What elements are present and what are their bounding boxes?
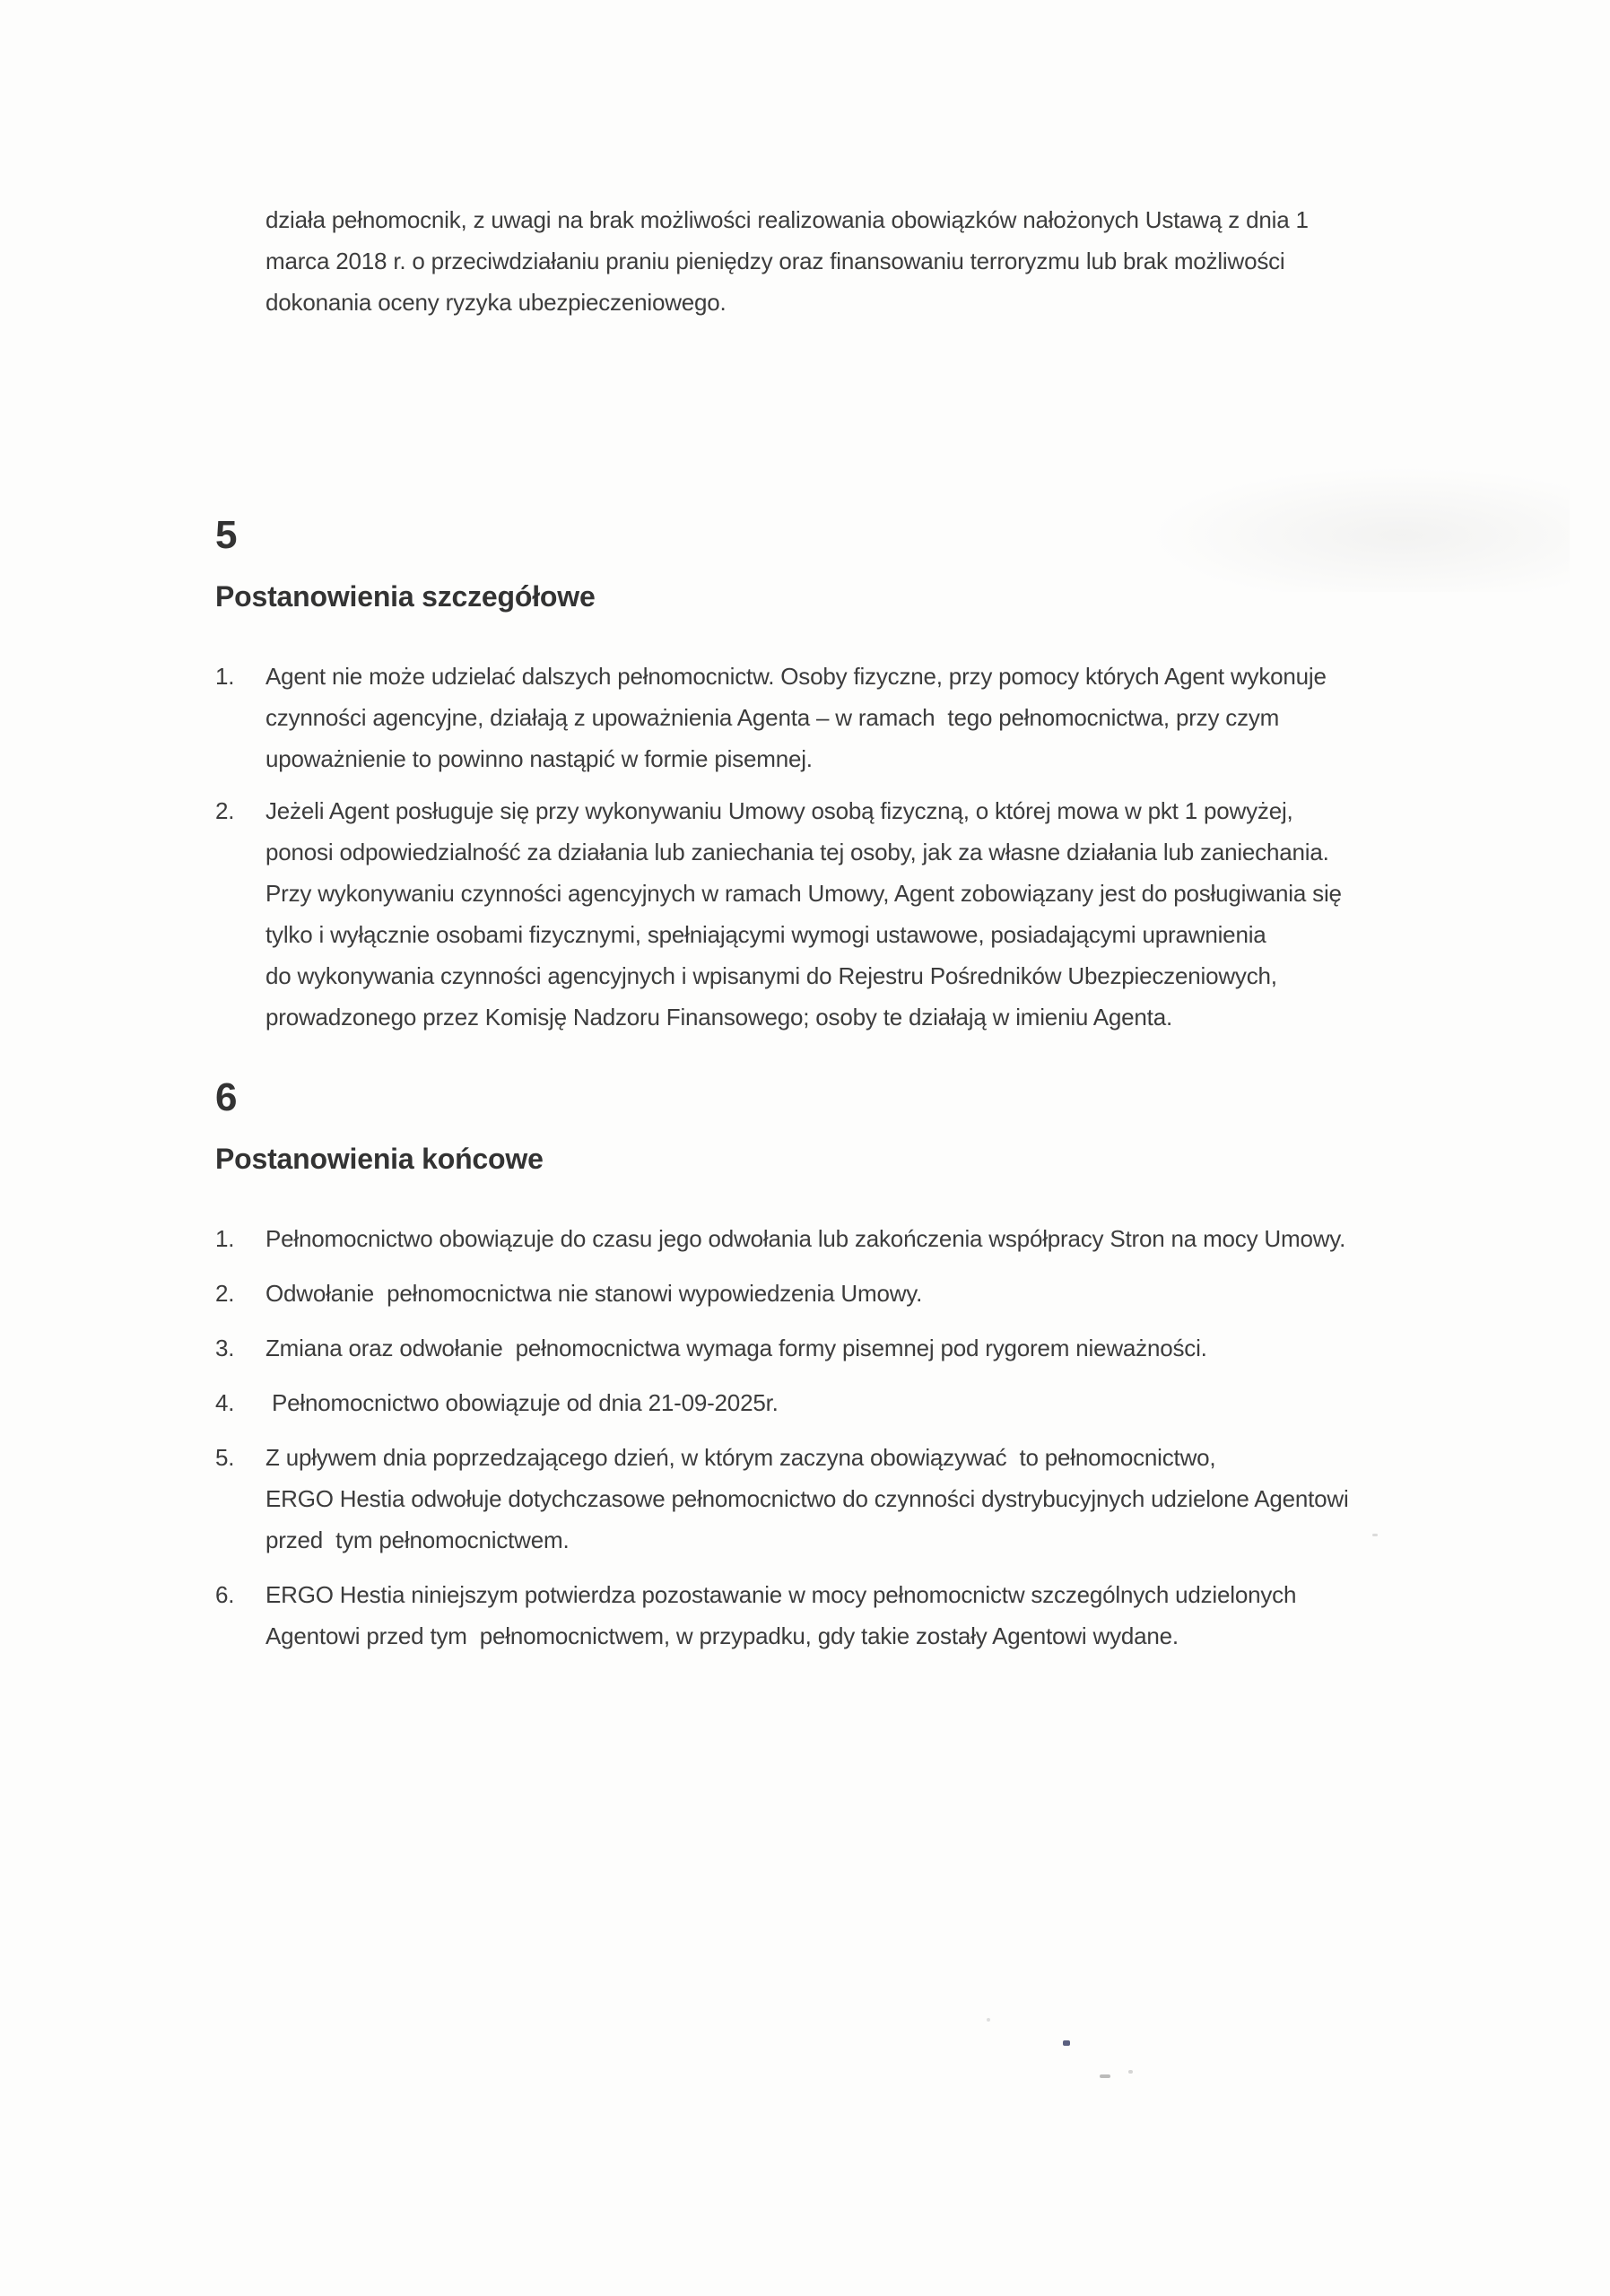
- list-item-number: 6.: [215, 1581, 235, 1608]
- section-5: [215, 513, 1471, 1038]
- list-item-number: 5.: [215, 1444, 235, 1471]
- list-item: [215, 1218, 1471, 1259]
- list-item-text: Odwołanie pełnomocnictwa nie stanowi wypowiedzenia Umowy.: [265, 1280, 923, 1307]
- list-item: [215, 1382, 1471, 1423]
- list-item-number: 1.: [215, 663, 235, 690]
- intro-paragraph: działa pełnomocnik, z uwagi na brak możliwości realizowania obowiązków nałożonych Ustawą z dnia 1 marca 2018 r. o przeciwdziałaniu praniu pieniędzy oraz finansowaniu terroryzmu lub brak możliwości dokonania oceny ryzyka ubezpieczeniowego.: [265, 206, 1309, 316]
- list-item-text: Zmiana oraz odwołanie pełnomocnictwa wymaga formy pisemnej pod rygorem nieważności.: [265, 1335, 1207, 1361]
- list-item-number: 3.: [215, 1335, 235, 1361]
- list-item-text: Jeżeli Agent posługuje się przy wykonywaniu Umowy osobą fizyczną, o której mowa w pkt 1 powyżej, ponosi odpowiedzialność za działania lub zaniechania tej osoby, jak za własne działania lub zaniechania. Przy wykonywaniu czynności agencyjnych w ramach Umowy, Agent zobowiązany jest do posługiwania się tylko i wyłącznie osobami fizycznymi, spełniającymi wymogi ustawowe, posiadającymi uprawnienia do wykonywania czynności agencyjnych i wpisanymi do Rejestru Pośredników Ubezpieczeniowych, prowadzonego przez Komisję Nadzoru Finansowego; osoby te działają w imieniu Agenta.: [265, 797, 1342, 1031]
- list-item-text: ERGO Hestia niniejszym potwierdza pozostawanie w mocy pełnomocnictw szczególnych udzielonych Agentowi przed tym pełnomocnictwem, w przypadku, gdy takie zostały Agentowi wydane.: [265, 1581, 1297, 1649]
- list-item: [215, 656, 1471, 779]
- list-item: [215, 1437, 1471, 1561]
- scan-speck: [987, 2018, 990, 2022]
- list-item: [215, 1574, 1471, 1657]
- list-item-text: Pełnomocnictwo obowiązuje od dnia 21-09-2025r.: [265, 1389, 779, 1416]
- section-5-number: 5: [215, 513, 238, 557]
- list-item-number: 1.: [215, 1225, 235, 1252]
- list-item-text: Pełnomocnictwo obowiązuje do czasu jego odwołania lub zakończenia współpracy Stron na mocy Umowy.: [265, 1225, 1346, 1252]
- section-6-title: Postanowienia końcowe: [215, 1143, 544, 1175]
- scan-speck: [1063, 2040, 1070, 2046]
- list-item-number: 4.: [215, 1389, 235, 1416]
- list-item: [215, 1273, 1471, 1314]
- scan-speck: [1100, 2074, 1110, 2078]
- section-6-number: 6: [215, 1075, 238, 1119]
- list-item: [215, 1327, 1471, 1369]
- scan-speck: [1128, 2070, 1133, 2074]
- document-content: [215, 199, 1471, 1670]
- section-6-items: [215, 1218, 1471, 1657]
- section-5-title: Postanowienia szczegółowe: [215, 580, 596, 613]
- list-item-number: 2.: [215, 1280, 235, 1307]
- list-item-text: Agent nie może udzielać dalszych pełnomocnictw. Osoby fizyczne, przy pomocy których Agent wykonuje czynności agencyjne, działają z upoważnienia Agenta – w ramach tego pełnomocnictwa, przy czym upoważnienie to powinno nastąpić w formie pisemnej.: [265, 663, 1327, 772]
- list-item-text: Z upływem dnia poprzedzającego dzień, w którym zaczyna obowiązywać to pełnomocnictwo, ERGO Hestia odwołuje dotychczasowe pełnomocnictwo do czynności dystrybucyjnych udzielone Agentowi przed tym pełnomocnictwem.: [265, 1444, 1349, 1553]
- list-item-number: 2.: [215, 797, 235, 824]
- list-item: [215, 790, 1471, 1038]
- section-5-items: [215, 656, 1471, 1038]
- section-6: [215, 1075, 1471, 1657]
